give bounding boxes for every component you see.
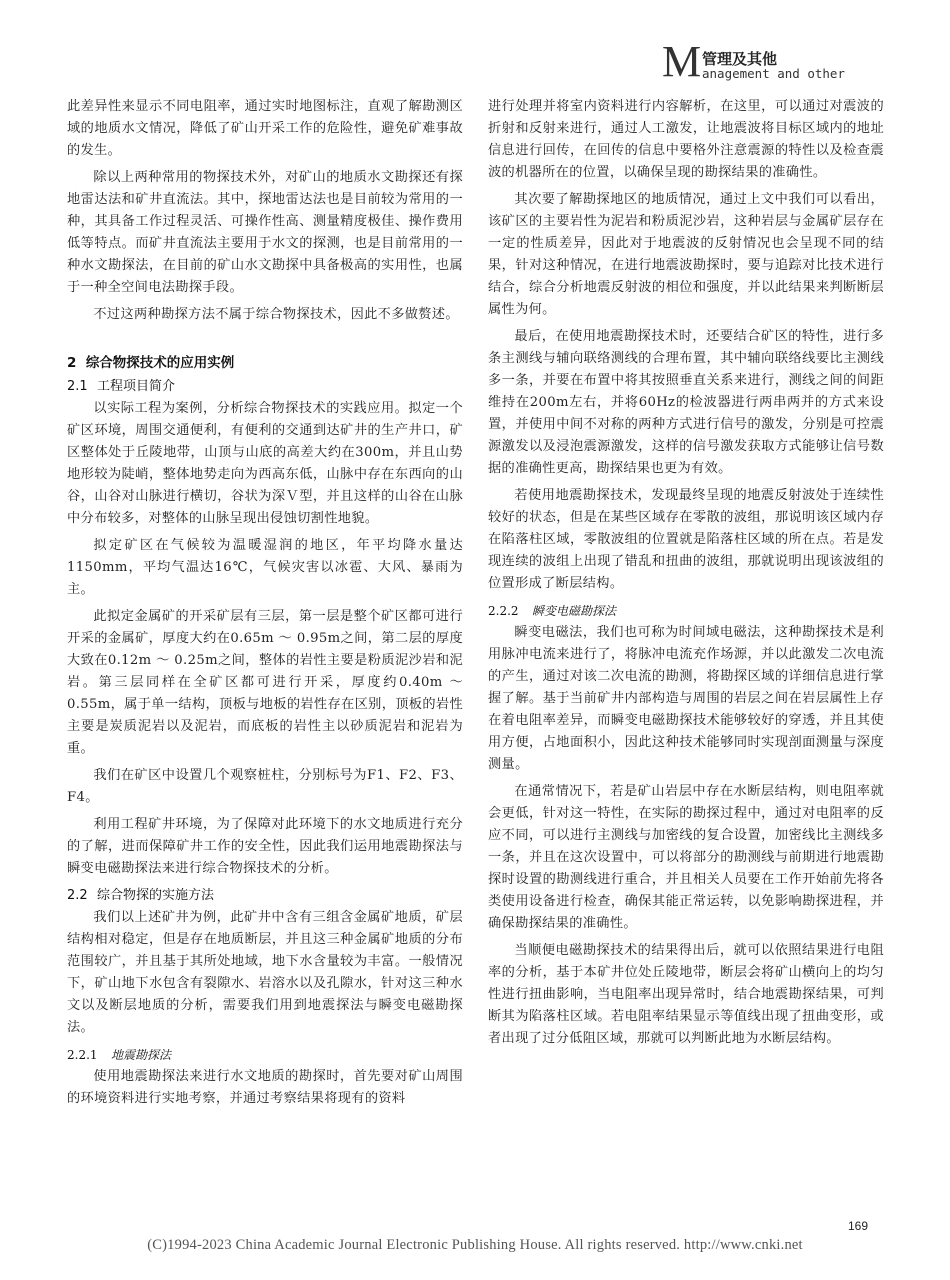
paragraph: 拟定矿区在气候较为温暖湿润的地区，年平均降水量达1150mm，平均气温达16℃，气候灾害以冰雹、大风、暴雨为主。 <box>67 538 463 597</box>
header-title-en: anagement and other <box>702 66 845 81</box>
paragraph: 若使用地震勘探技术，发现最终呈现的地震反射波处于连续性较好的状态，但是在某些区域存在零散的波组，那说明该区域内存在陷落柱区域，零散波组的位置就是陷落柱区域的所在点。若是发现连续的波组上出现了错乱和扭曲的波组，那就说明出现该波组的位置形成了断层结构。 <box>488 488 884 591</box>
subsubsection-heading <box>488 600 884 622</box>
paragraph: 在通常情况下，若是矿山岩层中存在水断层结构，则电阻率就会更低，针对这一特性，在实际的勘探过程中，通过对电阻率的反应不同，可以进行主测线与加密线的复合设置，加密线比主测线多一条，并且在这次设置中，可以将部分的勘测线与前期进行地震勘探时设置的勘测线进行重合，并且相关人员要在工作开始前先将各类使用设备进行检查，确保其能正常运转，以免影响勘探进程，并确保勘探结果的准确性。 <box>488 784 884 931</box>
paragraph: 此拟定金属矿的开采矿层有三层，第一层是整个矿区都可进行开采的金属矿，厚度大约在0.65m ～ 0.95m之间，第二层的厚度大致在0.12m ～ 0.25m之间，整体的岩性主要是粉质泥沙岩和泥岩。第三层同样在全矿区都可进行开采，厚度约0.40m ～ 0.55m，属于单一结构，顶板与地板的岩性存在区别，顶板的岩性主要是炭质泥岩以及泥岩，而底板的岩性主以砂质泥岩和泥岩为重。 <box>67 609 463 756</box>
subsubsection-heading <box>67 1044 463 1066</box>
paragraph: 当顺便电磁勘探技术的结果得出后，就可以依照结果进行电阻率的分析，基于本矿井位处丘陵地带，断层会将矿山横向上的均匀性进行扭曲影响，当电阻率出现异常时，结合地震勘探结果，可判断其为陷落柱区域。若电阻率结果显示等值线出现了扭曲变形，或者出现了过分低阻区域，那就可以判断此地为水断层结构。 <box>488 943 884 1046</box>
paragraph: 我们以上述矿井为例，此矿井中含有三组含金属矿地质，矿层结构相对稳定，但是存在地质断层，并且这三种金属矿地质的分布范围较广，并且基于其所处地域，地下水含量较为丰富。一般情况下，矿山地下水包含有裂隙水、岩溶水以及孔隙水，针对这三种水文以及断层地质的分析，需要我们用到地震探法与瞬变电磁勘探法。 <box>67 910 463 1035</box>
subsection-number: 2.1 <box>67 379 88 394</box>
paragraph: 最后，在使用地震勘探技术时，还要结合矿区的特性，进行多条主测线与辅向联络测线的合理布置，其中辅向联络线要比主测线多一条，并要在布置中将其按照垂直关系来进行，测线之间的间距维持在200m左右，并将60Hz的检波器进行两串两并的方式来设置，并使用中间不对称的两种方式进行信号的激发，分别是可控震源激发以及浸泡震源激发，这样的信号激发获取方式能够让信号数据的准确性更高，勘探结果也更为有效。 <box>488 329 884 476</box>
right-column <box>488 96 884 1055</box>
section-heading <box>67 352 463 374</box>
subsubsection-number: 2.2.2 <box>488 604 519 618</box>
paragraph: 利用工程矿井环境，为了保障对此环境下的水文地质进行充分的了解，进而保障矿井工作的安全性，因此我们运用地震勘探法与瞬变电磁勘探法来进行综合物探技术的分析。 <box>67 817 463 876</box>
paragraph: 其次要了解勘探地区的地质情况，通过上文中我们可以看出，该矿区的主要岩性为泥岩和粉质泥沙岩，这种岩层与金属矿层存在一定的性质差异，因此对于地震波的反射情况也会呈现不同的结果，针对这种情况，在进行地震波勘探时，要与追踪对比技术进行结合，综合分析地震反射波的相位和强度，并以此结果来判断断层属性为何。 <box>488 192 884 317</box>
subsection-title: 综合物探的实施方法 <box>97 888 215 903</box>
left-column <box>67 96 463 1115</box>
section-header <box>662 37 862 86</box>
subsubsection-number: 2.2.1 <box>67 1048 98 1062</box>
paragraph: 此差异性来显示不同电阻率，通过实时地图标注，直观了解勘测区域的地质水文情况，降低了矿山开采工作的危险性，避免矿难事故的发生。 <box>67 99 463 158</box>
paragraph: 使用地震勘探法来进行水文地质的勘探时，首先要对矿山周围的环境资料进行实地考察，并通过考察结果将现有的资料 <box>67 1069 463 1106</box>
subsection-heading <box>67 376 463 398</box>
paragraph: 以实际工程为案例，分析综合物探技术的实践应用。拟定一个矿区环境，周围交通便利，有便利的交通到达矿井的生产井口，矿区整体处于丘陵地带，山顶与山底的高差大约在300m，并且山势地形较为陡峭，整体地势走向为西高东低，山脉中存在东西向的山谷，山谷对山脉进行横切，谷状为深Ｖ型，并且这样的山谷在山脉中分布较多，对整体的山脉呈现出侵蚀切割性地貌。 <box>67 401 463 526</box>
subsubsection-title: 瞬变电磁勘探法 <box>532 604 617 618</box>
paragraph: 不过这两种勘探方法不属于综合物探技术，因此不多做赘述。 <box>93 307 459 322</box>
section-number: 2 <box>67 355 77 371</box>
paragraph: 瞬变电磁法，我们也可称为时间域电磁法，这种勘探技术是利用脉冲电流来进行了，将脉冲电流充作场源，并以此激发二次电流的产生，通过对该二次电流的勘测，将勘探区域的详细信息进行掌握了解。基于当前矿井内部构造与周围的岩层之间在岩层属性上存在着电阻率差异，而瞬变电磁勘探技术能够较好的穿透，并且其使用方便，占地面积小，因此这种技术能够同时实现剖面测量与深度测量。 <box>488 625 884 772</box>
paragraph: 进行处理并将室内资料进行内容解析，在这里，可以通过对震波的折射和反射来进行，通过人工激发，让地震波将目标区域内的地址信息进行回传，在回传的信息中要格外注意震源的特性以及检查震波的机器所在的位置，以确保呈现的勘探结果的准确性。 <box>488 99 884 180</box>
header-initial-letter: M <box>662 37 702 86</box>
paragraph: 我们在矿区中设置几个观察桩柱，分别标号为F1、F2、F3、F4。 <box>67 768 463 805</box>
copyright-footer: (C)1994-2023 China Academic Journal Electronic Publishing House. All rights reserved. http://www.cnki.net <box>147 1237 803 1253</box>
paragraph: 除以上两种常用的物探技术外，对矿山的地质水文勘探还有探地雷达法和矿井直流法。其中，探地雷达法也是目前较为常用的一种，其具备工作过程灵活、可操作性高、测量精度极佳、操作费用低等特点。而矿井直流法主要用于水文的探测，也是目前常用的一种水文勘探法，在目前的矿山水文勘探中具备极高的实用性，也属于一种全空间电法勘探手段。 <box>67 170 463 295</box>
page-number: 169 <box>847 1219 868 1233</box>
header-title-cn: 管理及其他 <box>702 50 778 68</box>
section-title: 综合物探技术的应用实例 <box>85 355 235 371</box>
subsection-number: 2.2 <box>67 888 88 903</box>
subsection-title: 工程项目简介 <box>97 379 176 394</box>
subsubsection-title: 地震勘探法 <box>111 1048 172 1062</box>
subsection-heading <box>67 885 463 907</box>
